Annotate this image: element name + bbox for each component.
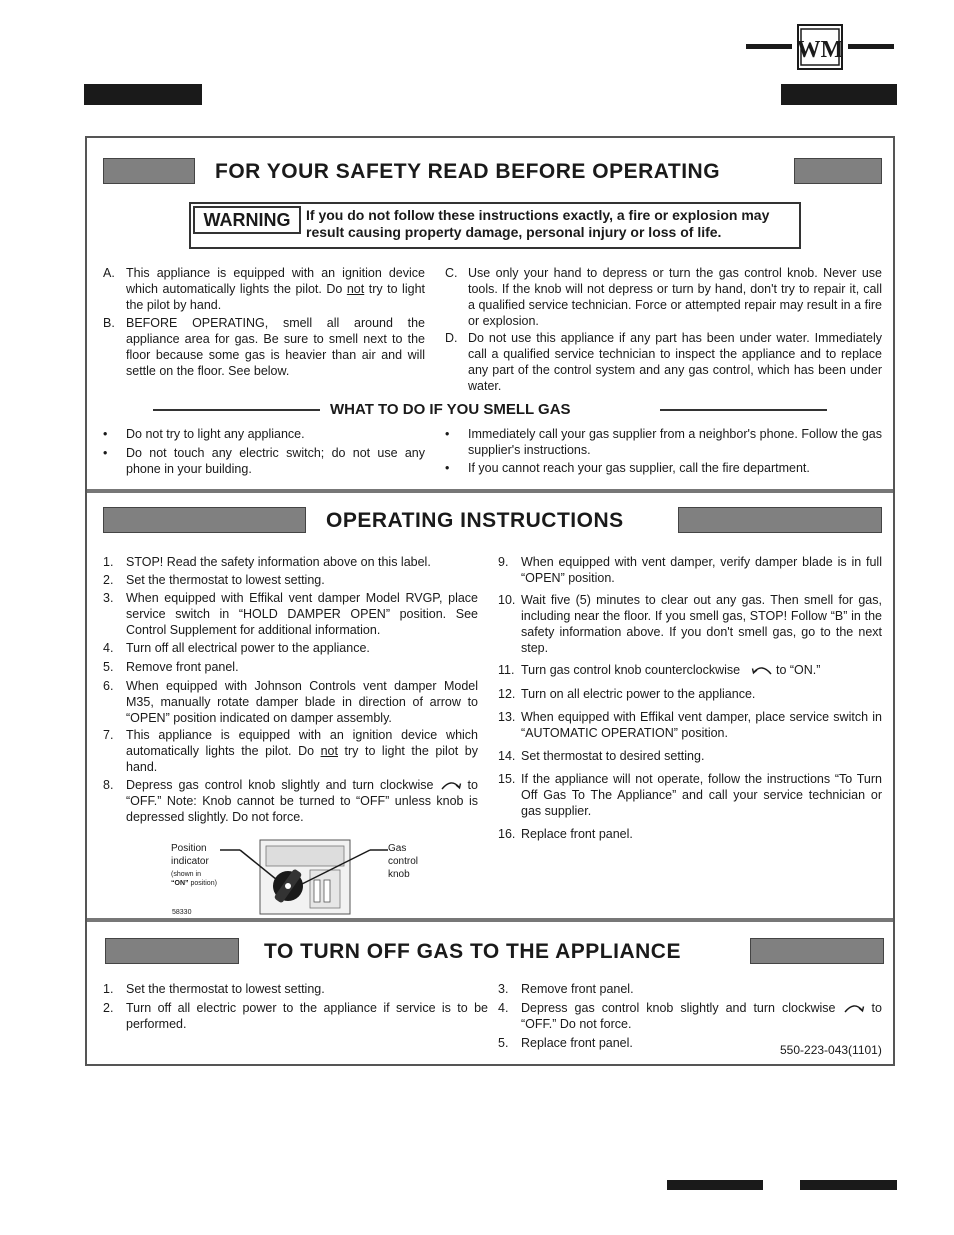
smell-gas-rule-left: [153, 409, 320, 411]
step-text: Turn off all electric power to the appliance if service is to be performed.: [126, 1001, 488, 1031]
turnoff-header-bar-left: [105, 938, 239, 964]
safety-item-d-text: Do not use this appliance if any part has been under water. Immediately call a qualified service technician to inspect the appliance and to replace any part of the control system and any gas control, which has been under water.: [468, 331, 882, 393]
op-step-10: [498, 592, 882, 656]
safety-item-c: [445, 265, 882, 329]
step-number: 1.: [103, 982, 114, 996]
warning-text: If you do not follow these instructions exactly, a fire or explosion may result causing property damage, personal injury or loss of life.: [306, 207, 770, 240]
step-text: [521, 1000, 882, 1032]
safety-header-bar-left: [103, 158, 195, 184]
op-step-12: [498, 686, 882, 702]
gas-control-knob-label: Gas control knob: [388, 843, 419, 880]
step-number: 14.: [498, 749, 516, 763]
position-indicator-label: Position indicator: [171, 843, 209, 867]
step-text: Remove front panel.: [126, 660, 239, 674]
step-text: This appliance is equipped with an ignition device which automatically lights the pilot. Do not try to light the pilot by hand.: [126, 728, 478, 774]
header-bar-right: [781, 84, 897, 105]
step-number: 15.: [498, 772, 516, 786]
op-step-9: [498, 554, 882, 586]
step-text: When equipped with Effikal vent damper Model RVGP, place service switch in “HOLD DAMPER OPEN” position. See Control Supplement for additional information.: [126, 591, 478, 637]
operating-header-bar-right: [678, 507, 882, 533]
step-text: When equipped with Effikal vent damper, place service switch in “AUTOMATIC OPERATION” position.: [521, 710, 882, 740]
step-text: Set the thermostat to lowest setting.: [126, 573, 325, 587]
step-number: 11.: [498, 663, 515, 677]
wm-logo: [797, 24, 843, 70]
wm-logo-icon: [796, 28, 844, 66]
safety-header-bar-right: [794, 158, 882, 184]
op-step-11: [498, 662, 882, 678]
safety-item-b-text: BEFORE OPERATING, smell all around the appliance area for gas. Be sure to smell next to the floor because some gas is heavier than air and will settle on the floor. See below.: [126, 316, 425, 378]
op-step-1: [103, 554, 478, 570]
step-number: 4.: [498, 1001, 509, 1015]
step-number: 16.: [498, 827, 516, 841]
step-text: Turn on all electric power to the appliance.: [521, 687, 756, 701]
warning-label: WARNING: [193, 206, 301, 234]
off-step-2: [103, 1000, 488, 1032]
step-text: [521, 662, 882, 678]
safety-title: FOR YOUR SAFETY READ BEFORE OPERATING: [215, 160, 721, 183]
step-text: Remove front panel.: [521, 982, 634, 996]
step-text: When equipped with Johnson Controls vent damper Model M35, manually rotate damper blade in direction of arrow to “OPEN” position indicated on damper assembly.: [126, 679, 478, 725]
smell-bullet-3: [445, 426, 882, 458]
bullet-icon: •: [103, 427, 108, 441]
operating-title: OPERATING INSTRUCTIONS: [326, 509, 624, 532]
bullet-text: Do not touch any electric switch; do not use any phone in your building.: [126, 446, 425, 476]
off-step-5: [498, 1035, 748, 1051]
section-divider-1: [87, 489, 893, 493]
step-text: Replace front panel.: [521, 1036, 633, 1050]
bullet-text: Do not try to light any appliance.: [126, 427, 305, 441]
turnoff-header-bar-right: [750, 938, 884, 964]
safety-item-d: [445, 330, 882, 394]
item-marker: B.: [103, 316, 115, 330]
op-step-7: [103, 727, 478, 775]
smell-bullet-1: [103, 426, 425, 442]
step-text: Wait five (5) minutes to clear out any gas. Then smell for gas, including near the floor. If you smell gas, STOP! Follow “B” in the safety information above. If you don't smell gas, go to the next step.: [521, 593, 882, 655]
step-number: 13.: [498, 710, 516, 724]
op-step-16: [498, 826, 882, 842]
turnoff-title: TO TURN OFF GAS TO THE APPLIANCE: [264, 940, 681, 963]
gas-control-diagram: [160, 836, 440, 920]
footer-bar-left: [667, 1180, 763, 1190]
op-step-15: [498, 771, 882, 819]
step-number: 6.: [103, 679, 114, 693]
bullet-icon: •: [103, 446, 108, 460]
step-text: STOP! Read the safety information above on this label.: [126, 555, 431, 569]
op-step-4: [103, 640, 478, 656]
step-text: Set thermostat to desired setting.: [521, 749, 705, 763]
clockwise-arrow-icon: [440, 780, 462, 791]
item-marker: A.: [103, 266, 115, 280]
safety-item-a: [103, 265, 425, 313]
step-text: Turn off all electrical power to the appliance.: [126, 641, 370, 655]
op-step-14: [498, 748, 882, 764]
step-text: [126, 777, 478, 825]
footer-bar-right: [800, 1180, 897, 1190]
step-text-part: Depress gas control knob slightly and turn clockwise: [521, 1001, 836, 1015]
logo-line-right: [848, 44, 894, 49]
step-number: 2.: [103, 1001, 114, 1015]
clockwise-arrow-icon: [843, 1003, 865, 1014]
step-number: 9.: [498, 555, 509, 569]
bullet-text: If you cannot reach your gas supplier, call the fire department.: [468, 461, 810, 475]
step-text-part: Depress gas control knob slightly and turn clockwise: [126, 778, 434, 792]
bullet-icon: •: [445, 461, 450, 475]
smell-bullet-4: [445, 460, 882, 476]
step-number: 8.: [103, 778, 114, 792]
step-number: 1.: [103, 555, 114, 569]
step-number: 10.: [498, 593, 516, 607]
step-text: When equipped with vent damper, verify damper blade is in full “OPEN” position.: [521, 555, 882, 585]
safety-item-a-text: This appliance is equipped with an ignition device which automatically lights the pilot. Do not try to light the pilot by hand.: [126, 266, 425, 312]
bullet-text: Immediately call your gas supplier from a neighbor's phone. Follow the gas supplier's instructions.: [468, 427, 882, 457]
off-step-1: [103, 981, 488, 997]
step-number: 2.: [103, 573, 114, 587]
step-number: 3.: [103, 591, 114, 605]
logo-line-left: [746, 44, 792, 49]
step-text-part: Turn gas control knob counterclockwise: [521, 663, 741, 677]
off-step-3: [498, 981, 882, 997]
op-step-13: [498, 709, 882, 741]
step-number: 4.: [103, 641, 114, 655]
position-indicator-note: (shown in “ON” position): [171, 871, 217, 887]
step-text: If the appliance will not operate, follow the instructions “To Turn Off Gas To The Appliance” and call your service technician or gas supplier.: [521, 772, 882, 818]
op-step-8: [103, 777, 478, 825]
gas-valve-icon: [220, 836, 390, 920]
header-bar-left: [84, 84, 202, 105]
item-marker: C.: [445, 266, 458, 280]
op-step-6: [103, 678, 478, 726]
step-number: 5.: [498, 1036, 509, 1050]
counterclockwise-arrow-icon: [751, 665, 773, 676]
op-step-2: [103, 572, 478, 588]
step-number: 12.: [498, 687, 516, 701]
step-number: 5.: [103, 660, 114, 674]
diagram-code: 58330: [172, 909, 192, 916]
step-text-part: to “OFF.” Do not force.: [521, 1001, 882, 1031]
off-step-4: [498, 1000, 882, 1032]
smell-gas-title: WHAT TO DO IF YOU SMELL GAS: [330, 401, 571, 418]
step-text: Replace front panel.: [521, 827, 633, 841]
step-text-part: to “ON.”: [776, 663, 821, 677]
op-step-3: [103, 590, 478, 638]
step-number: 3.: [498, 982, 509, 996]
step-text-part: to “OFF.” Note: Knob cannot be turned to “OFF” unless knob is depressed slightly. Do not force.: [126, 778, 478, 824]
document-code: 550-223-043(1101): [780, 1043, 882, 1057]
step-text: Set the thermostat to lowest setting.: [126, 982, 325, 996]
svg-text:WM: WM: [796, 37, 844, 63]
bullet-icon: •: [445, 427, 450, 441]
op-step-5: [103, 659, 478, 675]
item-marker: D.: [445, 331, 458, 345]
safety-item-b: [103, 315, 425, 379]
operating-header-bar-left: [103, 507, 306, 533]
smell-gas-rule-right: [660, 409, 827, 411]
smell-bullet-2: [103, 445, 425, 477]
safety-item-c-text: Use only your hand to depress or turn the gas control knob. Never use tools. If the knob will not depress or turn by hand, don't try to repair it, call a qualified service technician. Force or attempted repair may result in a fire or explosion.: [468, 266, 882, 328]
step-number: 7.: [103, 728, 114, 742]
